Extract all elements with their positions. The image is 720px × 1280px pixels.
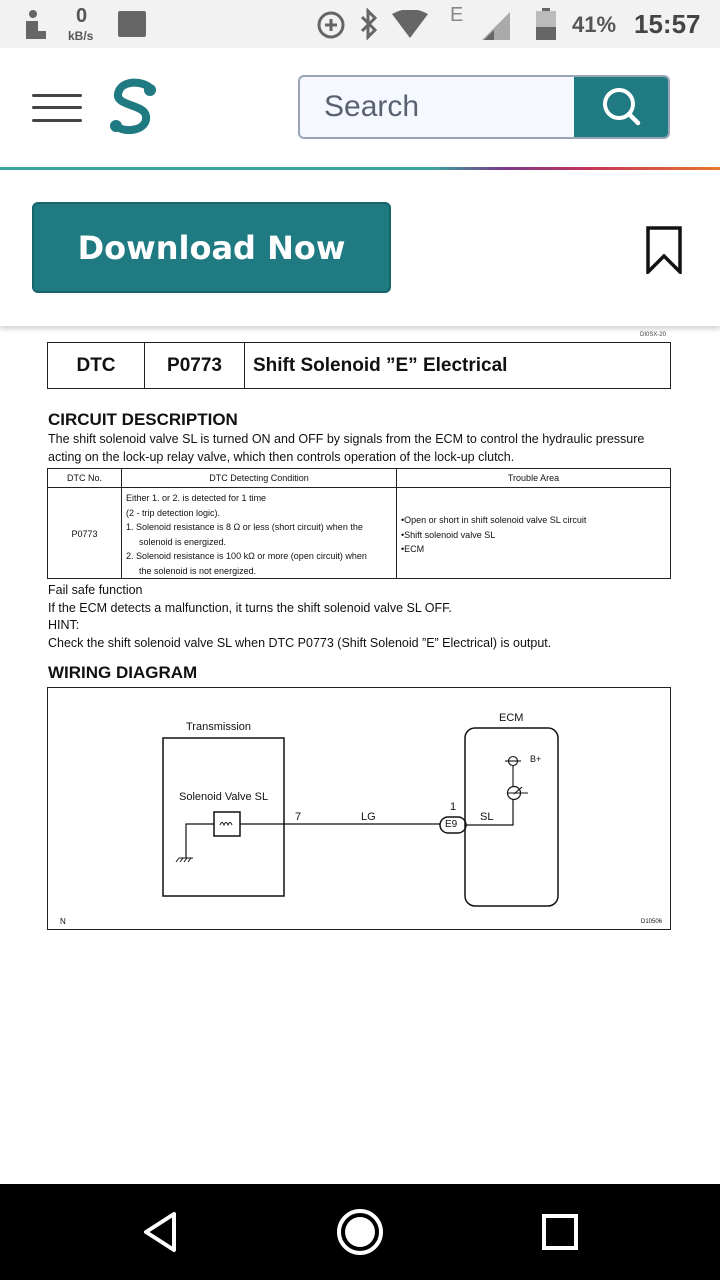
recents-square-icon[interactable] xyxy=(534,1206,586,1258)
condition-line: 1. Solenoid resistance is 8 Ω or less (short circuit) when the xyxy=(126,522,363,532)
menu-bar-line xyxy=(32,106,82,109)
wiring-diagram-drawing xyxy=(48,688,670,929)
sl-terminal-label: SL xyxy=(480,811,494,823)
download-now-button[interactable]: Download Now xyxy=(32,202,391,293)
ecm-label: ECM xyxy=(499,712,524,724)
fail-safe-title: Fail safe function xyxy=(48,583,143,597)
signal-icon xyxy=(482,12,510,40)
clock: 15:57 xyxy=(634,9,701,39)
diagram-code: D10506 xyxy=(641,919,663,925)
search-bar xyxy=(298,75,670,139)
corner-n-label: N xyxy=(60,917,66,926)
android-nav-bar xyxy=(0,1184,720,1280)
search-input[interactable] xyxy=(300,77,576,137)
menu-bar-line xyxy=(32,119,82,122)
dtc-title: Shift Solenoid ”E” Electrical xyxy=(253,354,508,376)
table-divider xyxy=(121,469,122,578)
col-header-trouble-area: Trouble Area xyxy=(507,473,560,483)
wiring-diagram xyxy=(47,687,671,930)
scribd-logo-icon[interactable] xyxy=(106,78,160,138)
magnifier-icon xyxy=(574,77,668,137)
hint-text: Check the shift solenoid valve SL when DTC P0773 (Shift Solenoid ”E” Electrical) is output. xyxy=(48,636,552,650)
data-saver-icon xyxy=(22,9,48,41)
net-speed-value: 0 xyxy=(76,5,88,27)
dtc-header-table xyxy=(47,342,671,389)
circuit-description-text: The shift solenoid valve SL is turned ON and OFF by signals from the ECM to control the hydraulic pressure acting on the lock-up relay valve, which then controls operation of the lock-up clutch. xyxy=(48,432,645,464)
sync-icon xyxy=(316,10,346,40)
hint-title: HINT: xyxy=(48,618,80,632)
menu-bar-line xyxy=(32,94,82,97)
net-speed-unit: kB/s xyxy=(68,29,94,43)
back-triangle-icon[interactable] xyxy=(134,1206,186,1258)
b-plus-label: B+ xyxy=(530,754,542,764)
notification-square-icon xyxy=(118,11,146,37)
condition-line: (2 - trip detection logic). xyxy=(126,507,221,518)
circuit-description-title: CIRCUIT DESCRIPTION xyxy=(48,410,238,429)
battery-icon xyxy=(536,8,556,40)
trouble-area-item: •Open or short in shift solenoid valve SL circuit xyxy=(401,515,587,525)
condition-line: 2. Solenoid resistance is 100 kΩ or more (open circuit) when xyxy=(126,551,367,561)
transmission-label: Transmission xyxy=(186,721,251,733)
network-type: E xyxy=(450,4,464,26)
status-bar xyxy=(0,0,720,48)
download-bar xyxy=(0,170,720,326)
wire-color-label: LG xyxy=(361,811,376,823)
fail-safe-text: If the ECM detects a malfunction, it turns the shift solenoid valve SL OFF. xyxy=(48,601,452,615)
col-header-condition: DTC Detecting Condition xyxy=(209,473,309,483)
condition-line: solenoid is energized. xyxy=(139,536,227,547)
dtc-label: DTC xyxy=(76,354,116,376)
pin-7-label: 7 xyxy=(295,811,302,823)
trouble-area-item: •ECM xyxy=(401,544,425,554)
search-button[interactable] xyxy=(574,77,668,137)
condition-line: the solenoid is not energized. xyxy=(139,565,257,576)
table-divider xyxy=(244,343,245,388)
document-page xyxy=(0,326,720,1184)
condition-dtc-no: P0773 xyxy=(71,529,98,539)
home-circle-icon[interactable] xyxy=(334,1206,386,1258)
doc-code: DI0SX-20 xyxy=(640,332,667,338)
col-header-dtc-no: DTC No. xyxy=(66,473,102,483)
bookmark-icon[interactable] xyxy=(646,226,682,274)
table-divider xyxy=(396,469,397,578)
condition-line: Either 1. or 2. is detected for 1 time xyxy=(126,493,267,503)
wiring-diagram-title: WIRING DIAGRAM xyxy=(48,663,198,682)
pin-1-label: 1 xyxy=(450,801,457,813)
table-divider xyxy=(48,487,670,488)
wifi-icon xyxy=(392,10,428,38)
dtc-code: P0773 xyxy=(167,354,222,376)
dtc-condition-table xyxy=(47,468,671,579)
connector-e9-label: E9 xyxy=(445,819,458,830)
menu-button[interactable] xyxy=(32,94,84,124)
bluetooth-icon xyxy=(358,8,380,40)
trouble-area-item: •Shift solenoid valve SL xyxy=(401,529,496,540)
battery-percent: 41% xyxy=(572,12,617,37)
solenoid-label: Solenoid Valve SL xyxy=(179,791,269,803)
